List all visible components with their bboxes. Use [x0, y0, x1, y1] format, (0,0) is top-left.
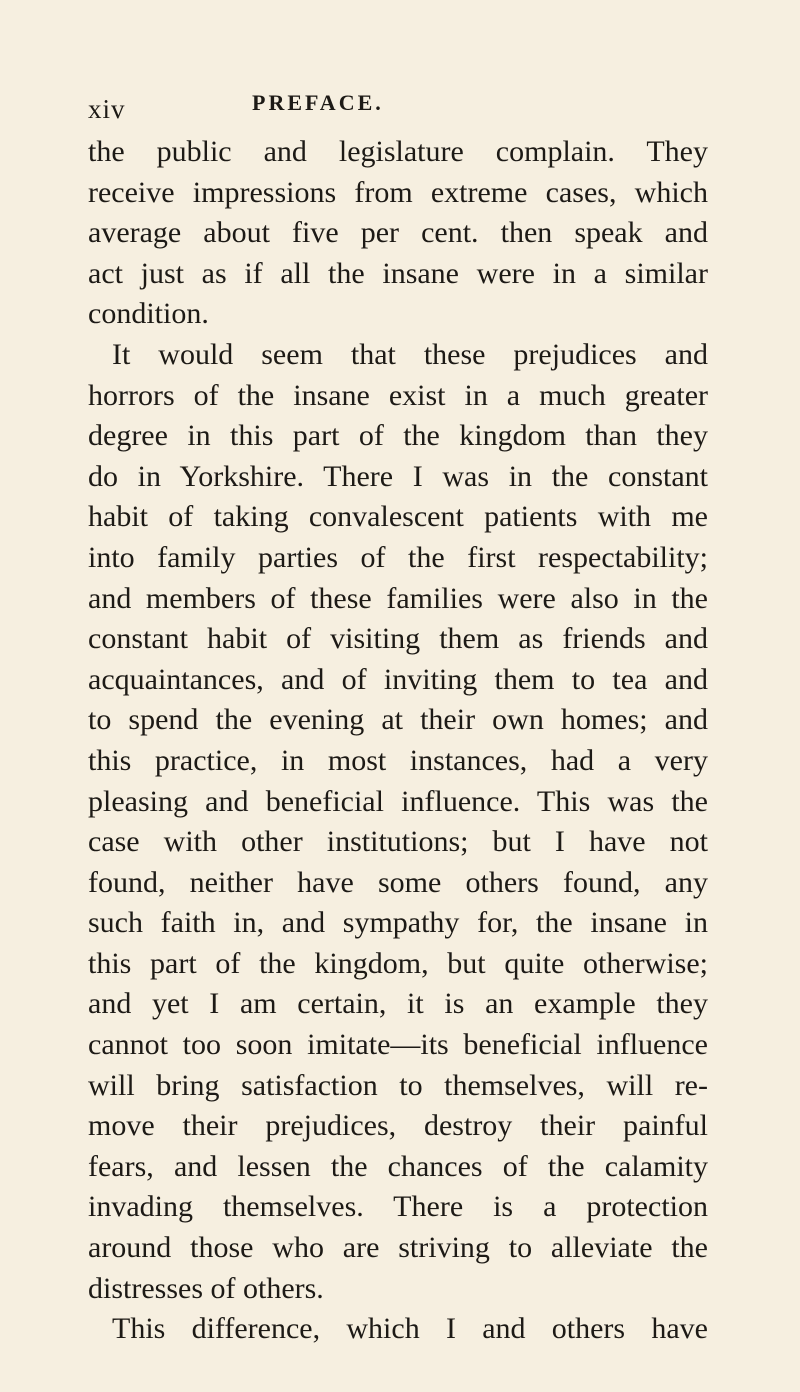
text-line: pleasing and beneficial influence. This was the [88, 784, 708, 818]
text-line: average about five per cent. then speak and [88, 216, 708, 250]
text-line: move their prejudices, destroy their painful [88, 1109, 708, 1143]
body-text [88, 132, 708, 1350]
text-line: This difference, which I and others have [112, 1312, 708, 1346]
page-header [88, 86, 708, 126]
text-line: such faith in, and sympathy for, the insane in [88, 906, 708, 940]
text-line: receive impressions from extreme cases, which [88, 175, 708, 209]
text-line: case with other institutions; but I have not [88, 825, 708, 859]
text-line: do in Yorkshire. There I was in the constant [88, 459, 708, 493]
text-line: invading themselves. There is a protection [88, 1190, 708, 1224]
text-line: distresses of others. [88, 1271, 324, 1305]
text-line: horrors of the insane exist in a much greater [88, 378, 708, 412]
text-line: the public and legislature complain. They [88, 135, 708, 168]
page-number: xiv [88, 94, 126, 124]
text-line: this practice, in most instances, had a very [88, 743, 708, 777]
text-line: this part of the kingdom, but quite otherwise; [88, 946, 708, 980]
text-line: cannot too soon imitate—its beneficial influence [88, 1028, 708, 1062]
text-line: found, neither have some others found, any [88, 865, 708, 899]
text-line: act just as if all the insane were in a similar [88, 256, 708, 290]
text-line: and members of these families were also in the [88, 581, 708, 615]
text-line: and yet I am certain, it is an example they [88, 987, 708, 1021]
text-line: It would seem that these prejudices and [112, 337, 708, 371]
text-line: to spend the evening at their own homes; and [88, 703, 708, 737]
text-line: around those who are striving to alleviate the [88, 1231, 708, 1265]
text-line: fears, and lessen the chances of the calamity [88, 1149, 708, 1183]
text-line: acquaintances, and of inviting them to tea and [88, 662, 708, 696]
text-line: habit of taking convalescent patients with me [88, 500, 708, 534]
text-line: will bring satisfaction to themselves, will re- [88, 1068, 708, 1102]
text-line: degree in this part of the kingdom than they [88, 419, 708, 453]
text-line: constant habit of visiting them as friends and [88, 622, 708, 656]
running-head: PREFACE. [252, 90, 384, 115]
text-line: into family parties of the first respectability; [88, 540, 708, 574]
text-line: condition. [88, 297, 209, 331]
